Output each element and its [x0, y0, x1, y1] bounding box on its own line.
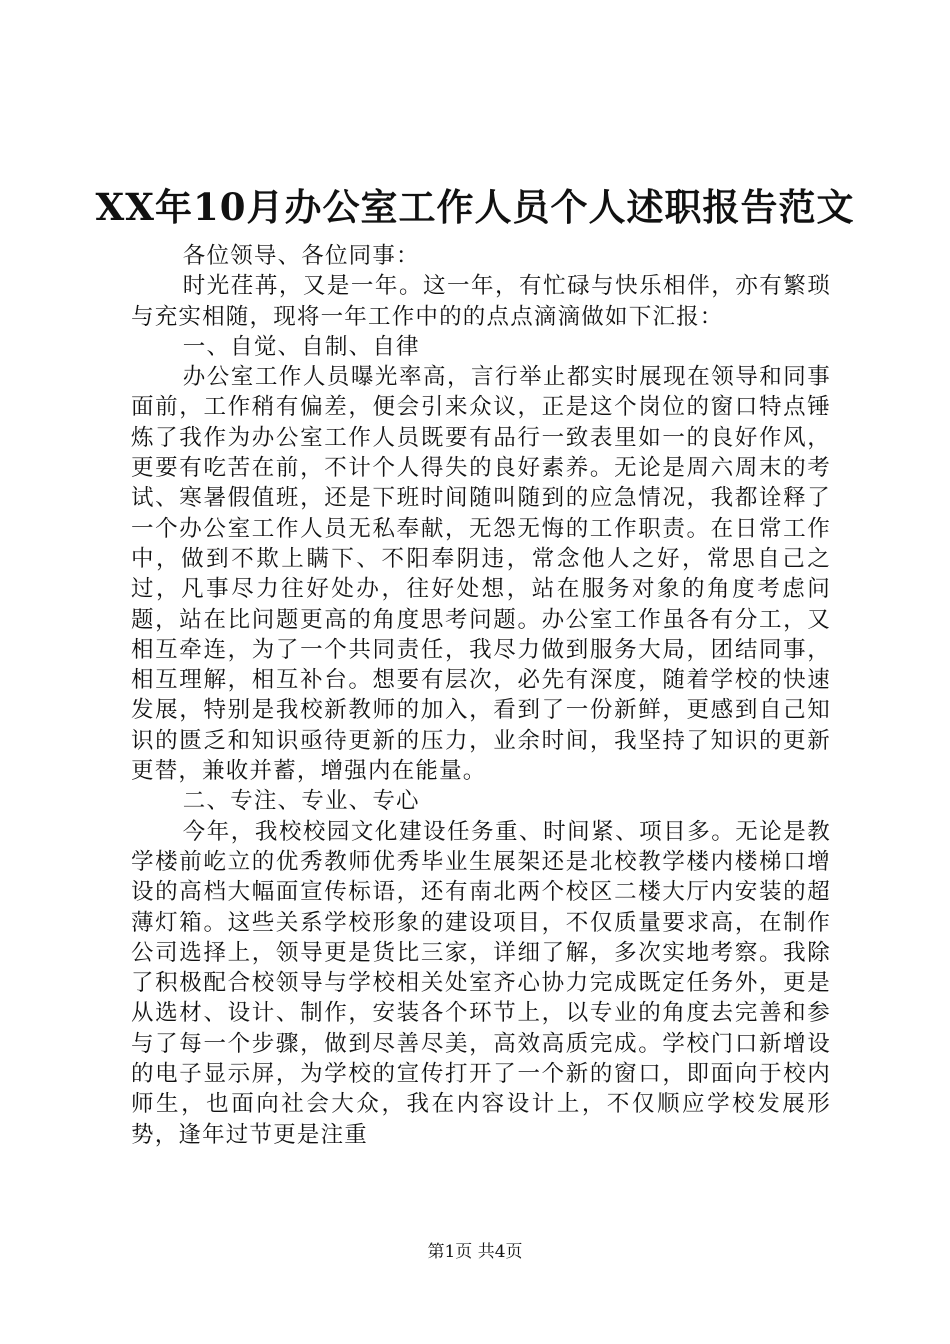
- page-footer: 第1页 共4页: [427, 1242, 523, 1262]
- section-heading-1: 一、自觉、自制、自律: [182, 333, 420, 360]
- document-title: XX年10月办公室工作人员个人述职报告范文: [95, 185, 855, 229]
- section-2-paragraph: 今年，我校校园文化建设任务重、时间紧、项目多。无论是教学楼前屹立的优秀教师优秀毕业生展架还是北校教学楼内楼梯口增设的高档大幅面宣传标语，还有南北两个校区二楼大厅内安装的超薄灯箱。这些关系学校形象的建设项目，不仅质量要求高，在制作公司选择上，领导更是货比三家，详细了解，多次实地考察。我除了积极配合校领导与学校相关处室齐心协力完成既定任务外，更是从选材、设计、制作，安装各个环节上，以专业的角度去完善和参与了每一个步骤，做到尽善尽美，高效高质完成。学校门口新增设的电子显示屏，为学校的宣传打开了一个新的窗口，即面向于校内师生，也面向社会大众，我在内容设计上，不仅顺应学校发展形势，逢年过节更是注重: [131, 818, 831, 1148]
- document-body: [131, 241, 831, 1150]
- section-1-paragraph: 办公室工作人员曝光率高，言行举止都实时展现在领导和同事面前，工作稍有偏差，便会引来众议，正是这个岗位的窗口特点锤炼了我作为办公室工作人员既要有品行一致表里如一的良好作风，更要有吃苦在前，不计个人得失的良好素养。无论是周六周末的考试、寒暑假值班，还是下班时间随叫随到的应急情况，我都诠释了一个办公室工作人员无私奉献，无怨无悔的工作职责。在日常工作中，做到不欺上瞒下、不阳奉阴违，常念他人之好，常思自己之过，凡事尽力往好处办，往好处想，站在服务对象的角度考虑问题，站在比问题更高的角度思考问题。办公室工作虽各有分工，又相互牵连，为了一个共同责任，我尽力做到服务大局，团结同事，相互理解，相互补台。想要有层次，必先有深度，随着学校的快速发展，特别是我校新教师的加入，看到了一份新鲜，更感到自己知识的匮乏和知识亟待更新的压力，业余时间，我坚持了知识的更新更替，兼收并蓄，增强内在能量。: [131, 364, 831, 785]
- section-heading-2: 二、专注、专业、专心: [182, 788, 420, 815]
- salutation-paragraph: 各位领导、各位同事：: [182, 243, 420, 269]
- intro-paragraph: 时光荏苒，又是一年。这一年，有忙碌与快乐相伴，亦有繁琐与充实相随，现将一年工作中的的点点滴滴做如下汇报：: [131, 273, 831, 330]
